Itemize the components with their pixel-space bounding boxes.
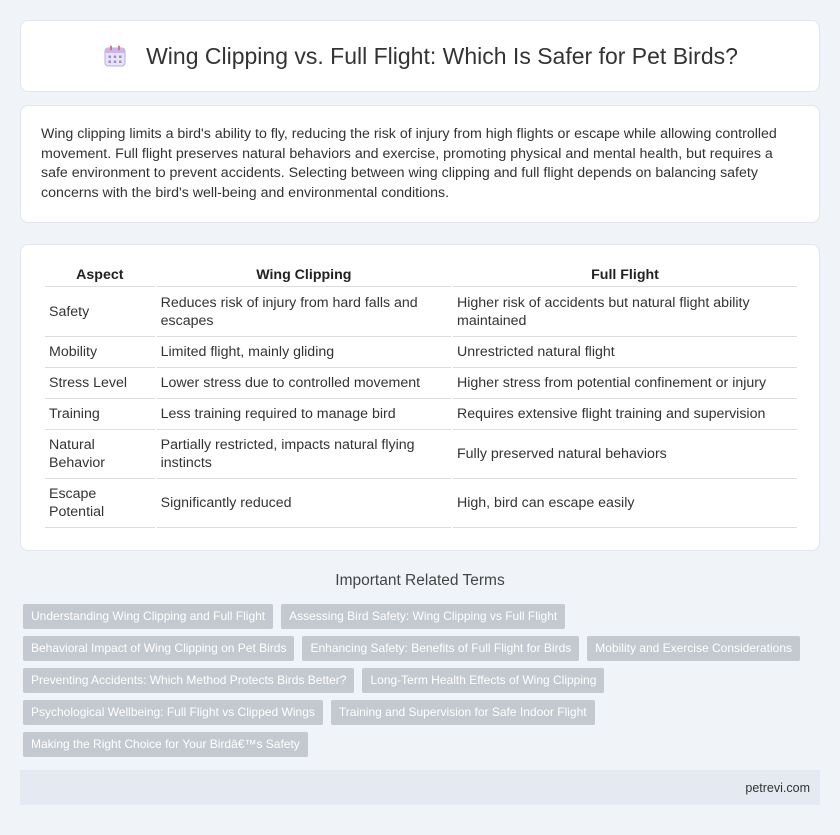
table-cell: Lower stress due to controlled movement xyxy=(157,368,451,399)
header-full-flight: Full Flight xyxy=(453,263,797,287)
related-term-tag[interactable]: Long-Term Health Effects of Wing Clipping xyxy=(362,668,604,693)
table-cell: Stress Level xyxy=(45,368,155,399)
table-cell: Natural Behavior xyxy=(45,430,155,479)
table-cell: Higher risk of accidents but natural flight ability maintained xyxy=(453,287,797,337)
table-cell: Significantly reduced xyxy=(157,479,451,528)
table-cell: Partially restricted, impacts natural flying instincts xyxy=(157,430,451,479)
tag-row xyxy=(23,732,823,757)
related-term-tag[interactable]: Assessing Bird Safety: Wing Clipping vs Full Flight xyxy=(281,604,565,629)
related-term-tag[interactable]: Training and Supervision for Safe Indoor Flight xyxy=(331,700,595,725)
related-terms-list xyxy=(23,604,823,764)
table-row xyxy=(45,368,797,399)
table-cell: Escape Potential xyxy=(45,479,155,528)
comparison-card xyxy=(20,244,820,551)
related-term-tag[interactable]: Psychological Wellbeing: Full Flight vs Clipped Wings xyxy=(23,700,323,725)
intro-text: Wing clipping limits a bird's ability to fly, reducing the risk of injury from high flights or escape while allowing controlled movement. Full flight preserves natural behaviors and exercise, promoting physical and mental health, but requires a safe environment to prevent accidents. Selecting between wing clipping and full flight depends on balancing safety concerns with the bird's well-being and environmental conditions. xyxy=(41,126,777,201)
table-cell: Higher stress from potential confinement or injury xyxy=(453,368,797,399)
table-cell: Less training required to manage bird xyxy=(157,399,451,430)
header-aspect: Aspect xyxy=(45,263,155,287)
table-row xyxy=(45,399,797,430)
table-row xyxy=(45,337,797,368)
tag-row xyxy=(23,636,823,661)
related-term-tag[interactable]: Mobility and Exercise Considerations xyxy=(587,636,800,661)
table-cell: Mobility xyxy=(45,337,155,368)
related-term-tag[interactable]: Making the Right Choice for Your Birdâ€™s Safety xyxy=(23,732,308,757)
table-row xyxy=(45,430,797,479)
tag-row xyxy=(23,700,823,725)
comparison-table xyxy=(43,263,799,528)
related-term-tag[interactable]: Behavioral Impact of Wing Clipping on Pet Birds xyxy=(23,636,294,661)
table-cell: High, bird can escape easily xyxy=(453,479,797,528)
tag-row xyxy=(23,604,823,629)
header-wing-clipping: Wing Clipping xyxy=(157,263,451,287)
site-name[interactable]: petrevi.com xyxy=(745,780,810,795)
page-title: Wing Clipping vs. Full Flight: Which Is Safer for Pet Birds? xyxy=(146,42,738,69)
header-card xyxy=(20,20,820,92)
footer xyxy=(20,770,820,805)
tag-row xyxy=(23,668,823,693)
table-cell: Training xyxy=(45,399,155,430)
table-row xyxy=(45,287,797,337)
calendar-icon xyxy=(102,43,128,69)
related-terms-title: Important Related Terms xyxy=(335,572,505,589)
table-cell: Unrestricted natural flight xyxy=(453,337,797,368)
table-cell: Fully preserved natural behaviors xyxy=(453,430,797,479)
table-row xyxy=(45,479,797,528)
table-cell: Reduces risk of injury from hard falls and escapes xyxy=(157,287,451,337)
table-cell: Safety xyxy=(45,287,155,337)
related-term-tag[interactable]: Preventing Accidents: Which Method Protects Birds Better? xyxy=(23,668,354,693)
table-header-row xyxy=(45,263,797,287)
related-term-tag[interactable]: Enhancing Safety: Benefits of Full Flight for Birds xyxy=(302,636,579,661)
intro-card xyxy=(20,105,820,223)
table-cell: Limited flight, mainly gliding xyxy=(157,337,451,368)
table-cell: Requires extensive flight training and supervision xyxy=(453,399,797,430)
related-term-tag[interactable]: Understanding Wing Clipping and Full Flight xyxy=(23,604,273,629)
